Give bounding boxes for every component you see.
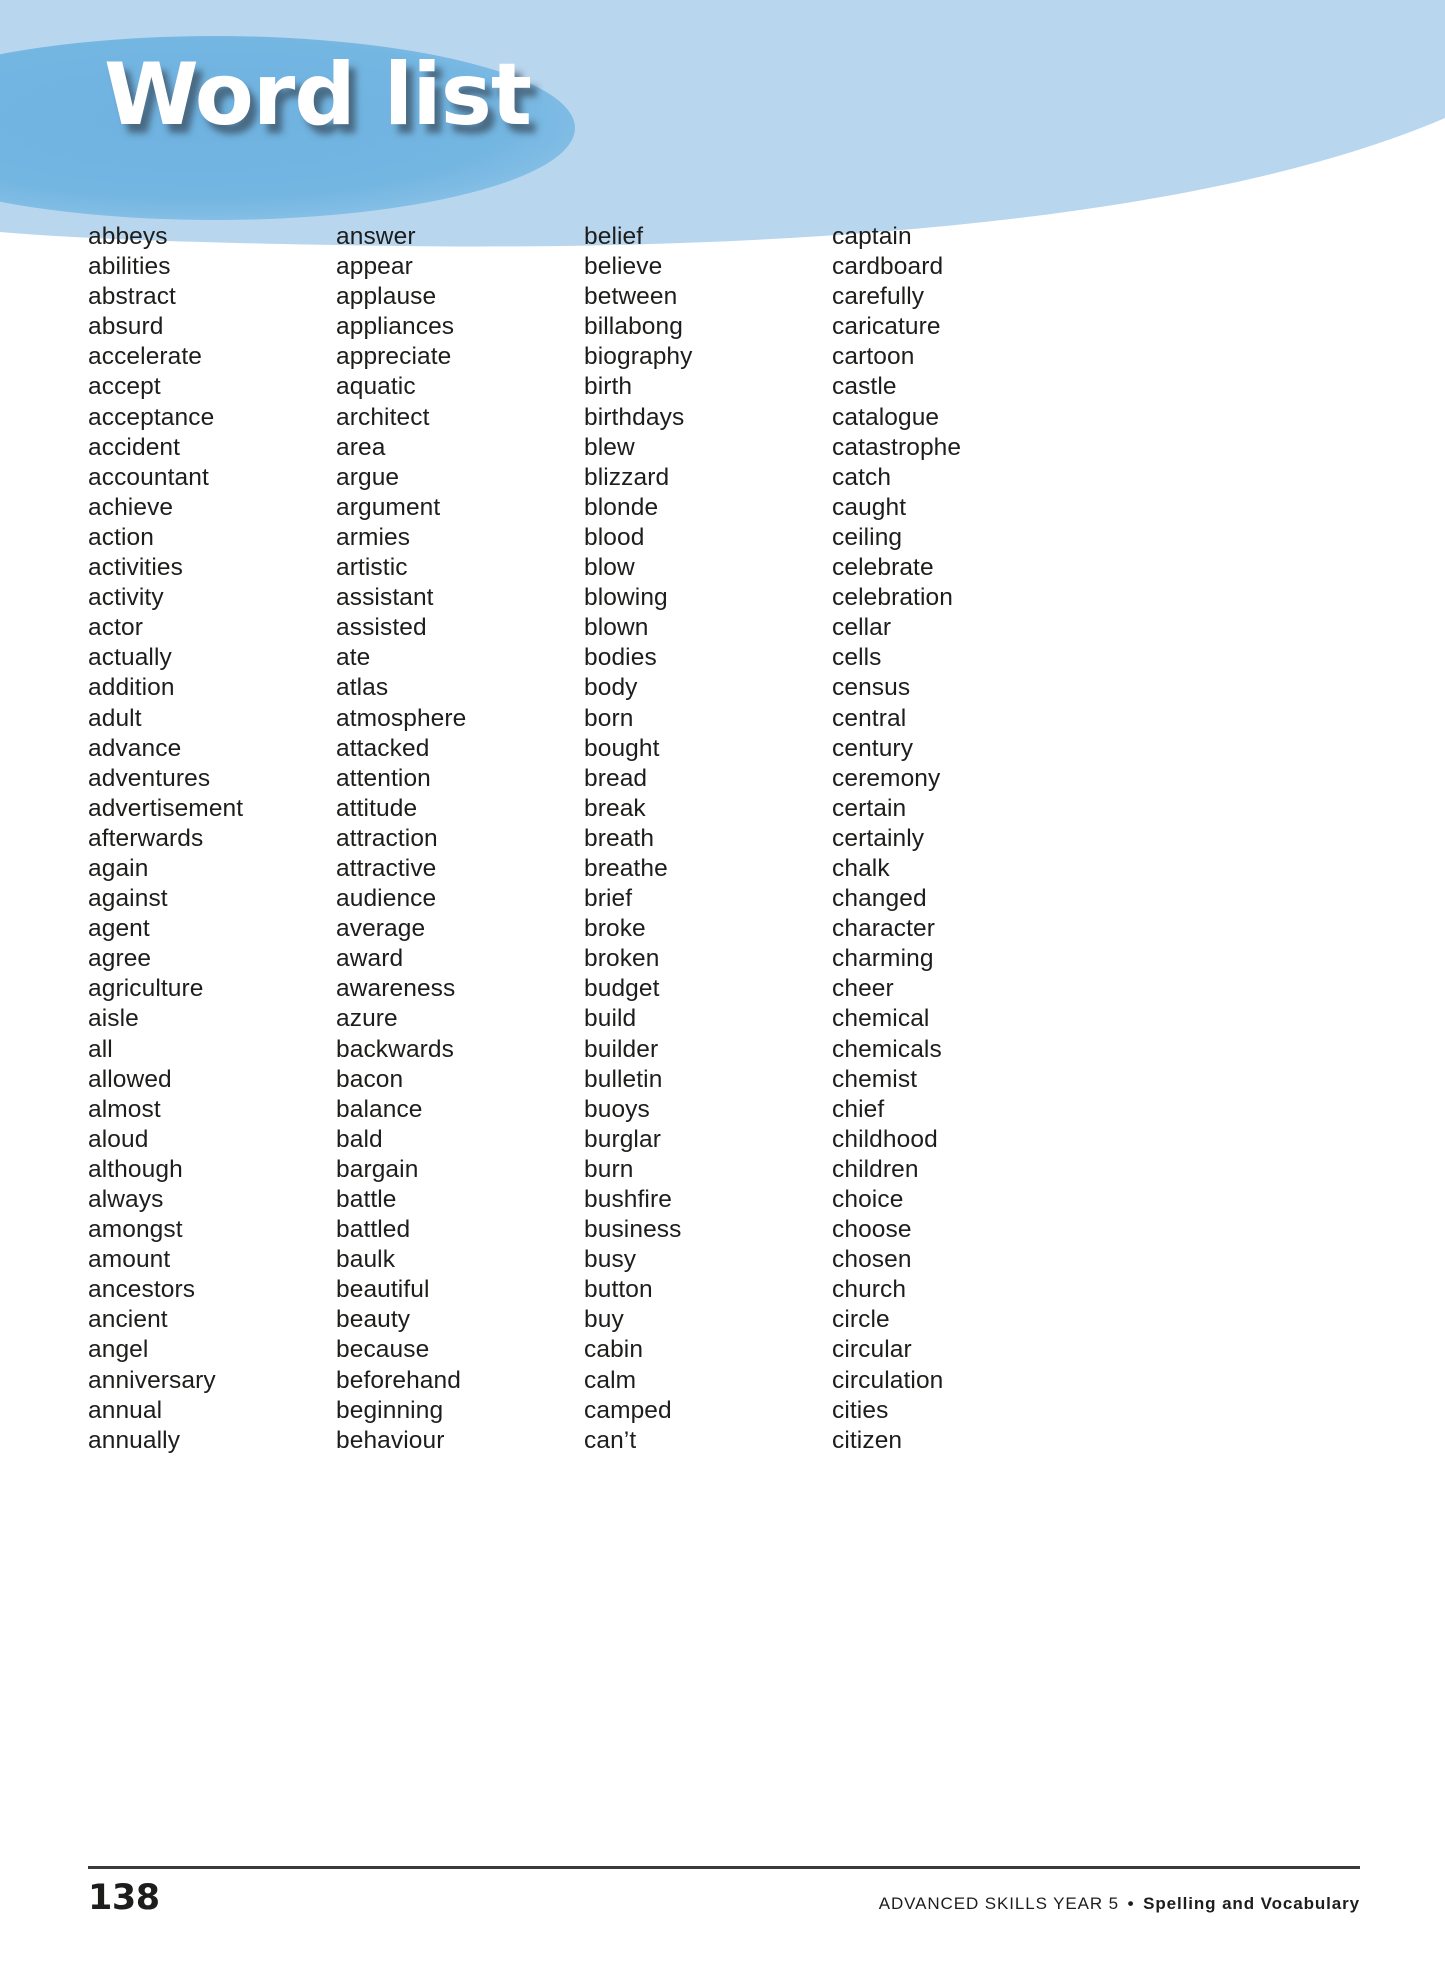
word-item: awareness [336, 975, 456, 1003]
word-item: aloud [88, 1125, 149, 1153]
word-item: chemist [832, 1065, 918, 1093]
word-item: camped [584, 1396, 672, 1424]
word-item: abbeys [88, 223, 168, 250]
word-item: circulation [832, 1366, 944, 1394]
word-item: artistic [336, 554, 408, 582]
word-item: charming [832, 945, 934, 973]
word-item: blizzard [584, 463, 670, 491]
word-item: burglar [584, 1125, 661, 1153]
word-item: circular [832, 1336, 912, 1364]
word-item: annually [88, 1426, 181, 1454]
word-item: business [584, 1216, 682, 1244]
word-item: agree [88, 945, 152, 973]
page-number: 138 [88, 1878, 160, 1918]
word-item: celebration [832, 584, 953, 612]
word-item: cellar [832, 614, 892, 642]
word-item: annual [88, 1396, 163, 1424]
word-item: chosen [832, 1246, 912, 1274]
word-item: agent [88, 915, 150, 943]
word-item: choice [832, 1186, 904, 1213]
word-item: because [336, 1336, 430, 1364]
word-item: ancient [88, 1306, 168, 1334]
word-item: attractive [336, 854, 437, 882]
word-item: agriculture [88, 975, 204, 1003]
word-column-4 [832, 222, 1080, 1456]
word-item: area [336, 433, 386, 461]
word-item: advertisement [88, 794, 244, 822]
word-item: billabong [584, 313, 683, 341]
word-item: argument [336, 493, 441, 521]
word-item: aisle [88, 1005, 139, 1033]
word-item: circle [832, 1306, 890, 1334]
word-item: busy [584, 1246, 637, 1274]
word-item: chemicals [832, 1035, 942, 1063]
word-item: adventures [88, 764, 211, 792]
word-item: all [88, 1035, 113, 1063]
word-item: actor [88, 614, 143, 642]
word-item: caricature [832, 313, 941, 341]
word-item: abstract [88, 283, 176, 311]
word-item: blonde [584, 493, 659, 521]
word-item: believe [584, 253, 663, 281]
word-item: aquatic [336, 373, 416, 401]
word-item: blow [584, 554, 635, 582]
word-item: azure [336, 1005, 398, 1033]
word-column-3 [584, 222, 832, 1456]
word-item: century [832, 734, 914, 762]
word-item: birthdays [584, 403, 685, 431]
word-item: amongst [88, 1216, 183, 1244]
word-item: ceremony [832, 764, 941, 792]
word-item: breathe [584, 854, 668, 882]
word-item: absurd [88, 313, 164, 341]
word-item: bald [336, 1125, 383, 1153]
footer-credit-series: ADVANCED SKILLS YEAR 5 [878, 1894, 1120, 1913]
word-item: behaviour [336, 1426, 445, 1454]
word-item: changed [832, 885, 927, 913]
word-item: census [832, 674, 911, 702]
word-item: accountant [88, 463, 209, 491]
word-item: adult [88, 704, 142, 732]
word-item: amount [88, 1246, 171, 1274]
word-item: blown [584, 614, 649, 642]
word-item: allowed [88, 1065, 172, 1093]
word-item: certain [832, 794, 907, 822]
word-item: burn [584, 1155, 634, 1183]
word-item: argue [336, 463, 400, 491]
word-item: action [88, 523, 154, 551]
word-item: breath [584, 824, 655, 852]
word-item: attacked [336, 734, 430, 762]
word-item: caught [832, 493, 907, 521]
word-item: broken [584, 945, 660, 973]
word-item: anniversary [88, 1366, 216, 1394]
word-item: achieve [88, 493, 174, 521]
word-item: bulletin [584, 1065, 663, 1093]
word-item: accident [88, 433, 181, 461]
word-item: can’t [584, 1426, 637, 1454]
word-item: backwards [336, 1035, 455, 1063]
footer-row [88, 1878, 1360, 1918]
word-item: baulk [336, 1246, 396, 1274]
word-item: beginning [336, 1396, 444, 1424]
header-banner [0, 0, 1445, 250]
word-item: bodies [584, 644, 657, 672]
word-item: almost [88, 1095, 161, 1123]
word-item: chalk [832, 854, 890, 882]
word-item: assisted [336, 614, 427, 642]
page-title: Word list [104, 45, 532, 145]
word-item: catch [832, 463, 892, 491]
word-item: blood [584, 523, 645, 551]
word-item: assistant [336, 584, 434, 612]
word-item: catastrophe [832, 433, 962, 461]
word-item: choose [832, 1216, 912, 1244]
word-item: bought [584, 734, 660, 762]
word-item: appliances [336, 313, 455, 341]
word-item: cities [832, 1396, 889, 1424]
word-item: answer [336, 223, 416, 250]
footer-divider [88, 1866, 1360, 1869]
footer-credit [879, 1894, 1360, 1918]
word-item: certainly [832, 824, 925, 852]
word-item: balance [336, 1095, 423, 1123]
word-item: activity [88, 584, 164, 612]
word-item: award [336, 945, 404, 973]
word-item: bargain [336, 1155, 419, 1183]
word-item: calm [584, 1366, 637, 1394]
word-item: appear [336, 253, 413, 281]
word-item: citizen [832, 1426, 903, 1454]
word-item: bread [584, 764, 648, 792]
word-item: budget [584, 975, 660, 1003]
word-item: cheer [832, 975, 894, 1003]
word-item: broke [584, 915, 646, 943]
word-item: blew [584, 433, 635, 461]
word-item: break [584, 794, 646, 822]
word-item: build [584, 1005, 637, 1033]
word-item: attention [336, 764, 431, 792]
word-item: chief [832, 1095, 885, 1123]
word-item: attraction [336, 824, 438, 852]
word-item: belief [584, 223, 644, 250]
word-item: beforehand [336, 1366, 461, 1394]
word-item: children [832, 1155, 919, 1183]
footer-credit-subject: Spelling and Vocabulary [1143, 1894, 1360, 1913]
word-item: ceiling [832, 523, 903, 551]
word-item: accept [88, 373, 161, 401]
word-item: chemical [832, 1005, 930, 1033]
word-item: applause [336, 283, 437, 311]
word-item: castle [832, 373, 897, 401]
word-item: childhood [832, 1125, 938, 1153]
word-item: addition [88, 674, 175, 702]
word-item: character [832, 915, 936, 943]
word-item: architect [336, 403, 430, 431]
word-item: angel [88, 1336, 149, 1364]
word-item: button [584, 1276, 653, 1304]
word-item: central [832, 704, 907, 732]
word-column-1 [88, 222, 336, 1456]
word-item: acceptance [88, 403, 215, 431]
word-item: abilities [88, 253, 171, 281]
word-item: advance [88, 734, 182, 762]
word-item: armies [336, 523, 411, 551]
word-item: between [584, 283, 678, 311]
word-item: ancestors [88, 1276, 196, 1304]
word-item: buy [584, 1306, 624, 1334]
word-item: again [88, 854, 149, 882]
word-item: brief [584, 885, 633, 913]
word-item: appreciate [336, 343, 452, 371]
word-item: body [584, 674, 638, 702]
word-item: born [584, 704, 634, 732]
word-item: afterwards [88, 824, 204, 852]
word-item: buoys [584, 1095, 650, 1123]
footer-credit-separator: • [1127, 1894, 1135, 1913]
word-item: celebrate [832, 554, 934, 582]
word-item: audience [336, 885, 437, 913]
word-list [88, 222, 1358, 1456]
word-item: bushfire [584, 1186, 672, 1213]
word-item: against [88, 885, 168, 913]
word-item: blowing [584, 584, 668, 612]
word-item: activities [88, 554, 183, 582]
word-item: accelerate [88, 343, 203, 371]
word-item: birth [584, 373, 633, 401]
word-item: beautiful [336, 1276, 430, 1304]
word-item: attitude [336, 794, 418, 822]
footer [88, 1866, 1360, 1918]
word-item: biography [584, 343, 693, 371]
word-item: cells [832, 644, 882, 672]
word-item: bacon [336, 1065, 404, 1093]
word-item: cabin [584, 1336, 644, 1364]
word-item: although [88, 1155, 183, 1183]
word-item: always [88, 1186, 164, 1213]
word-item: actually [88, 644, 172, 672]
word-item: cardboard [832, 253, 944, 281]
word-item: beauty [336, 1306, 411, 1334]
word-column-2 [336, 222, 584, 1456]
word-item: church [832, 1276, 907, 1304]
word-item: battle [336, 1186, 397, 1213]
word-item: atmosphere [336, 704, 467, 732]
word-item: ate [336, 644, 371, 672]
word-item: builder [584, 1035, 659, 1063]
word-item: battled [336, 1216, 411, 1244]
word-item: carefully [832, 283, 925, 311]
word-item: cartoon [832, 343, 915, 371]
word-item: catalogue [832, 403, 940, 431]
word-item: atlas [336, 674, 389, 702]
word-item: captain [832, 223, 912, 250]
word-item: average [336, 915, 426, 943]
